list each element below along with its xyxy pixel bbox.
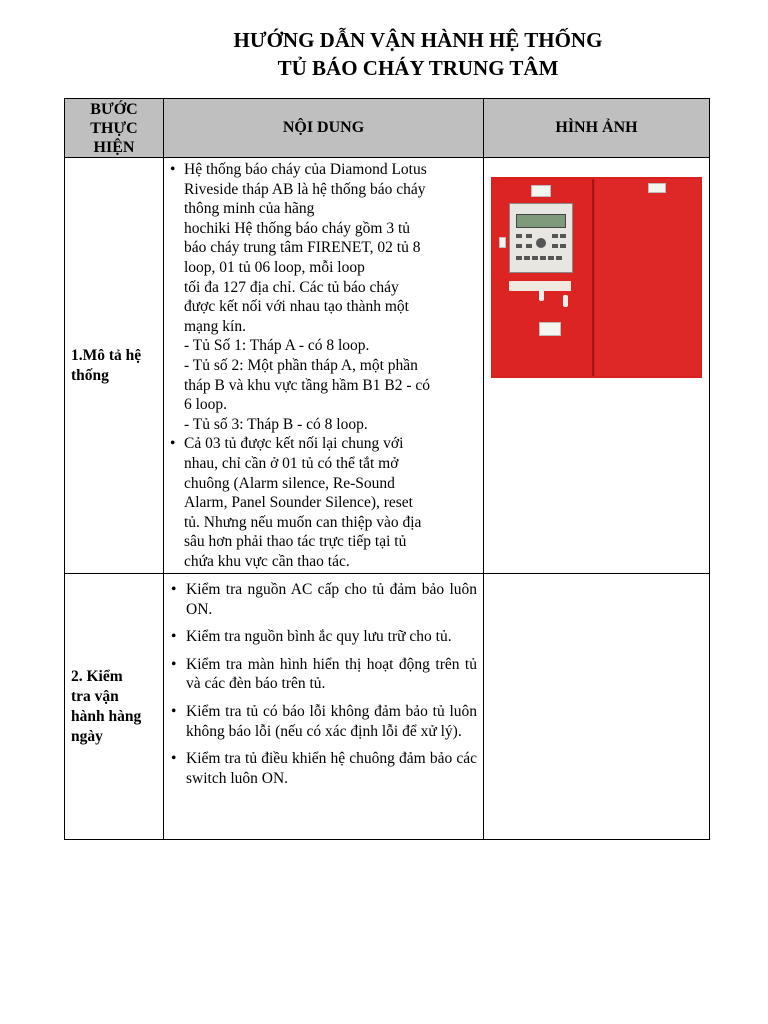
text-line: tủ. Nhưng nếu muốn can thiệp vào địa — [184, 513, 422, 531]
content-cell — [164, 574, 484, 840]
text-line: hochiki Hệ thống báo cháy gồm 3 tủ — [184, 219, 410, 237]
header-step-line2: THỰC — [90, 119, 138, 137]
text-line: Alarm, Panel Sounder Silence), reset — [184, 494, 413, 512]
key-switch-icon — [539, 289, 544, 301]
table-row — [65, 574, 710, 840]
panel-sticker — [499, 237, 506, 248]
table-row — [65, 158, 710, 574]
text-line: - Tủ số 3: Tháp B - có 8 loop. — [184, 415, 368, 433]
step-label-line3: hành hàng — [71, 707, 142, 725]
list-item: • Kiểm tra nguồn bình ắc quy lưu trữ cho tủ. — [186, 627, 477, 647]
table-header-row — [65, 99, 710, 158]
document-title-line2: TỦ BÁO CHÁY TRUNG TÂM — [277, 56, 559, 80]
list-item — [184, 434, 477, 571]
text-line: - Tủ số 2: Một phần tháp A, một phần — [184, 356, 418, 374]
step-label-line2: thống — [71, 366, 109, 384]
lcd-display — [516, 214, 566, 228]
text-line: tối đa 127 địa chỉ. Các tủ báo cháy — [184, 278, 399, 296]
header-step-line3: HIỆN — [93, 138, 135, 156]
list-item — [184, 160, 477, 434]
text-line: nhau, chỉ cần ở 01 tủ có thể tắt mở — [184, 454, 399, 472]
step-cell — [65, 158, 164, 574]
text-line: báo cháy trung tâm FIRENET, 02 tủ 8 — [184, 239, 421, 257]
list-item: • Kiểm tra nguồn AC cấp cho tủ đảm bảo luôn ON. — [186, 580, 477, 619]
step-cell — [65, 574, 164, 840]
header-image: HÌNH ẢNH — [484, 99, 710, 158]
procedure-table — [64, 98, 710, 840]
control-module — [509, 203, 573, 273]
text-line: loop, 01 tủ 06 loop, mỗi loop — [184, 258, 365, 276]
text-line: chuông (Alarm silence, Re-Sound — [184, 474, 395, 492]
text-line: mạng kín. — [184, 317, 246, 335]
step-label-line1: 1.Mô tả hệ — [71, 346, 142, 364]
text-line: tháp B và khu vực tầng hầm B1 B2 - có — [184, 376, 431, 394]
list-item: • Kiểm tra màn hình hiển thị hoạt động trên tủ và các đèn báo trên tủ. — [186, 655, 477, 694]
text-line: - Tủ Số 1: Tháp A - có 8 loop. — [184, 337, 370, 355]
keypad — [516, 234, 566, 264]
panel-sticker — [539, 322, 561, 336]
header-content: NỘI DUNG — [164, 99, 484, 158]
header-step — [65, 99, 164, 158]
document-title-line1: HƯỚNG DẪN VẬN HÀNH HỆ THỐNG — [233, 28, 603, 52]
text-line: • Cả 03 tủ được kết nối lại chung với — [184, 435, 404, 453]
list-item: • Kiểm tra tủ điều khiển hệ chuông đảm bảo các switch luôn ON. — [186, 749, 477, 788]
image-cell — [484, 158, 710, 574]
content-cell — [164, 158, 484, 574]
text-line: • Hệ thống báo cháy của Diamond Lotus — [184, 161, 427, 178]
text-line: chứa khu vực cần thao tác. — [184, 552, 350, 570]
text-line: sâu hơn phải thao tác trực tiếp tại tủ — [184, 533, 407, 551]
panel-right-door — [595, 179, 700, 376]
key-switch-icon — [563, 295, 568, 307]
text-line: Riveside tháp AB là hệ thống báo cháy — [184, 180, 426, 198]
text-line: được kết nối với nhau tạo thành một — [184, 298, 409, 316]
text-line: 6 loop. — [184, 396, 228, 414]
step-label-line1: 2. Kiểm — [71, 667, 123, 685]
image-cell — [484, 574, 710, 840]
text-line: thông minh của hãng — [184, 200, 315, 218]
fire-alarm-panel-image — [491, 177, 702, 378]
panel-sticker — [531, 185, 551, 197]
step-label-line4: ngày — [71, 727, 103, 745]
header-step-line1: BƯỚC — [90, 100, 138, 118]
panel-sticker — [648, 183, 666, 193]
list-item: • Kiểm tra tủ có báo lỗi không đảm bảo tủ luôn không báo lỗi (nếu có xác định lỗi để xử lý). — [186, 702, 477, 741]
step-label-line2: tra vận — [71, 687, 119, 705]
